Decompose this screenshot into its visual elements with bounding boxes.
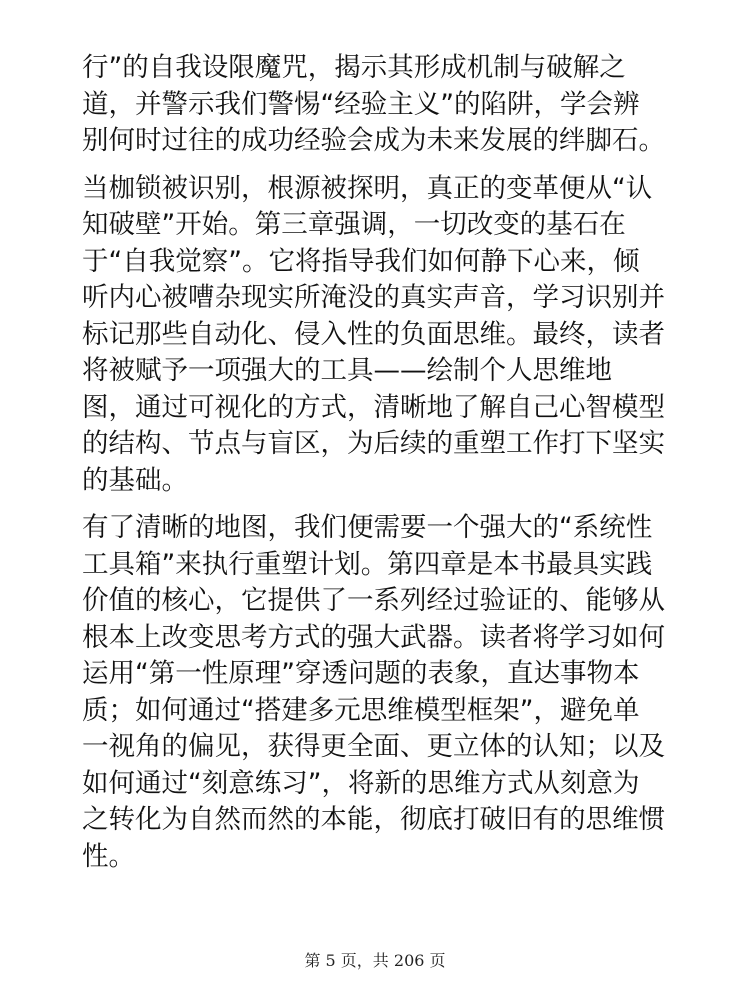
paragraph-2: [82, 171, 682, 500]
text-line: 有了清晰的地图，我们便需要一个强大的“系统性: [82, 512, 653, 543]
paragraph-3: [82, 510, 682, 875]
text-line: 的结构、节点与盲区，为后续的重塑工作打下坚实: [82, 428, 665, 459]
text-line: 听内心被嘈杂现实所淹没的真实声音，学习识别并: [82, 282, 665, 313]
text-line: 道，并警示我们警惕“经验主义”的陷阱，学会辨: [82, 88, 640, 120]
text-line: 将被赋予一项强大的工具——绘制个人思维地: [82, 355, 612, 386]
text-line: 别何时过往的成功经验会成为未来发展的绊脚石。: [82, 125, 665, 156]
text-line: 价值的核心，它提供了一系列经过验证的、能够从: [82, 585, 665, 616]
text-line: 行”的自我设限魔咒，揭示其形成机制与破解之: [82, 52, 626, 83]
body-text: [82, 50, 682, 886]
paragraph-1: [82, 50, 682, 160]
text-line: 一视角的偏见，获得更全面、更立体的认知；以及: [82, 731, 665, 762]
text-line: 图，通过可视化的方式，清晰地了解自己心智模型: [82, 391, 665, 423]
text-line: 性。: [82, 840, 135, 872]
text-line: 运用“第一性原理”穿透问题的表象，直达事物本: [82, 658, 640, 689]
text-line: 当枷锁被识别，根源被探明，真正的变革便从“认: [82, 172, 653, 204]
text-line: 于“自我觉察”。它将指导我们如何静下心来，倾: [82, 245, 640, 277]
text-line: 标记那些自动化、侵入性的负面思维。最终，读者: [82, 318, 665, 350]
text-line: 质；如何通过“搭建多元思维模型框架”，避免单: [82, 694, 640, 726]
text-line: 工具箱”来执行重塑计划。第四章是本书最具实践: [82, 548, 653, 580]
text-line: 如何通过“刻意练习”，将新的思维方式从刻意为: [82, 767, 640, 799]
page-number-footer: 第 5 页，共 206 页: [304, 951, 446, 970]
text-line: 的基础。: [82, 464, 188, 496]
text-line: 之转化为自然而然的本能，彻底打破旧有的思维惯: [82, 804, 665, 835]
text-line: 根本上改变思考方式的强大武器。读者将学习如何: [82, 621, 665, 653]
text-line: 知破壁”开始。第三章强调，一切改变的基石在: [82, 209, 626, 240]
